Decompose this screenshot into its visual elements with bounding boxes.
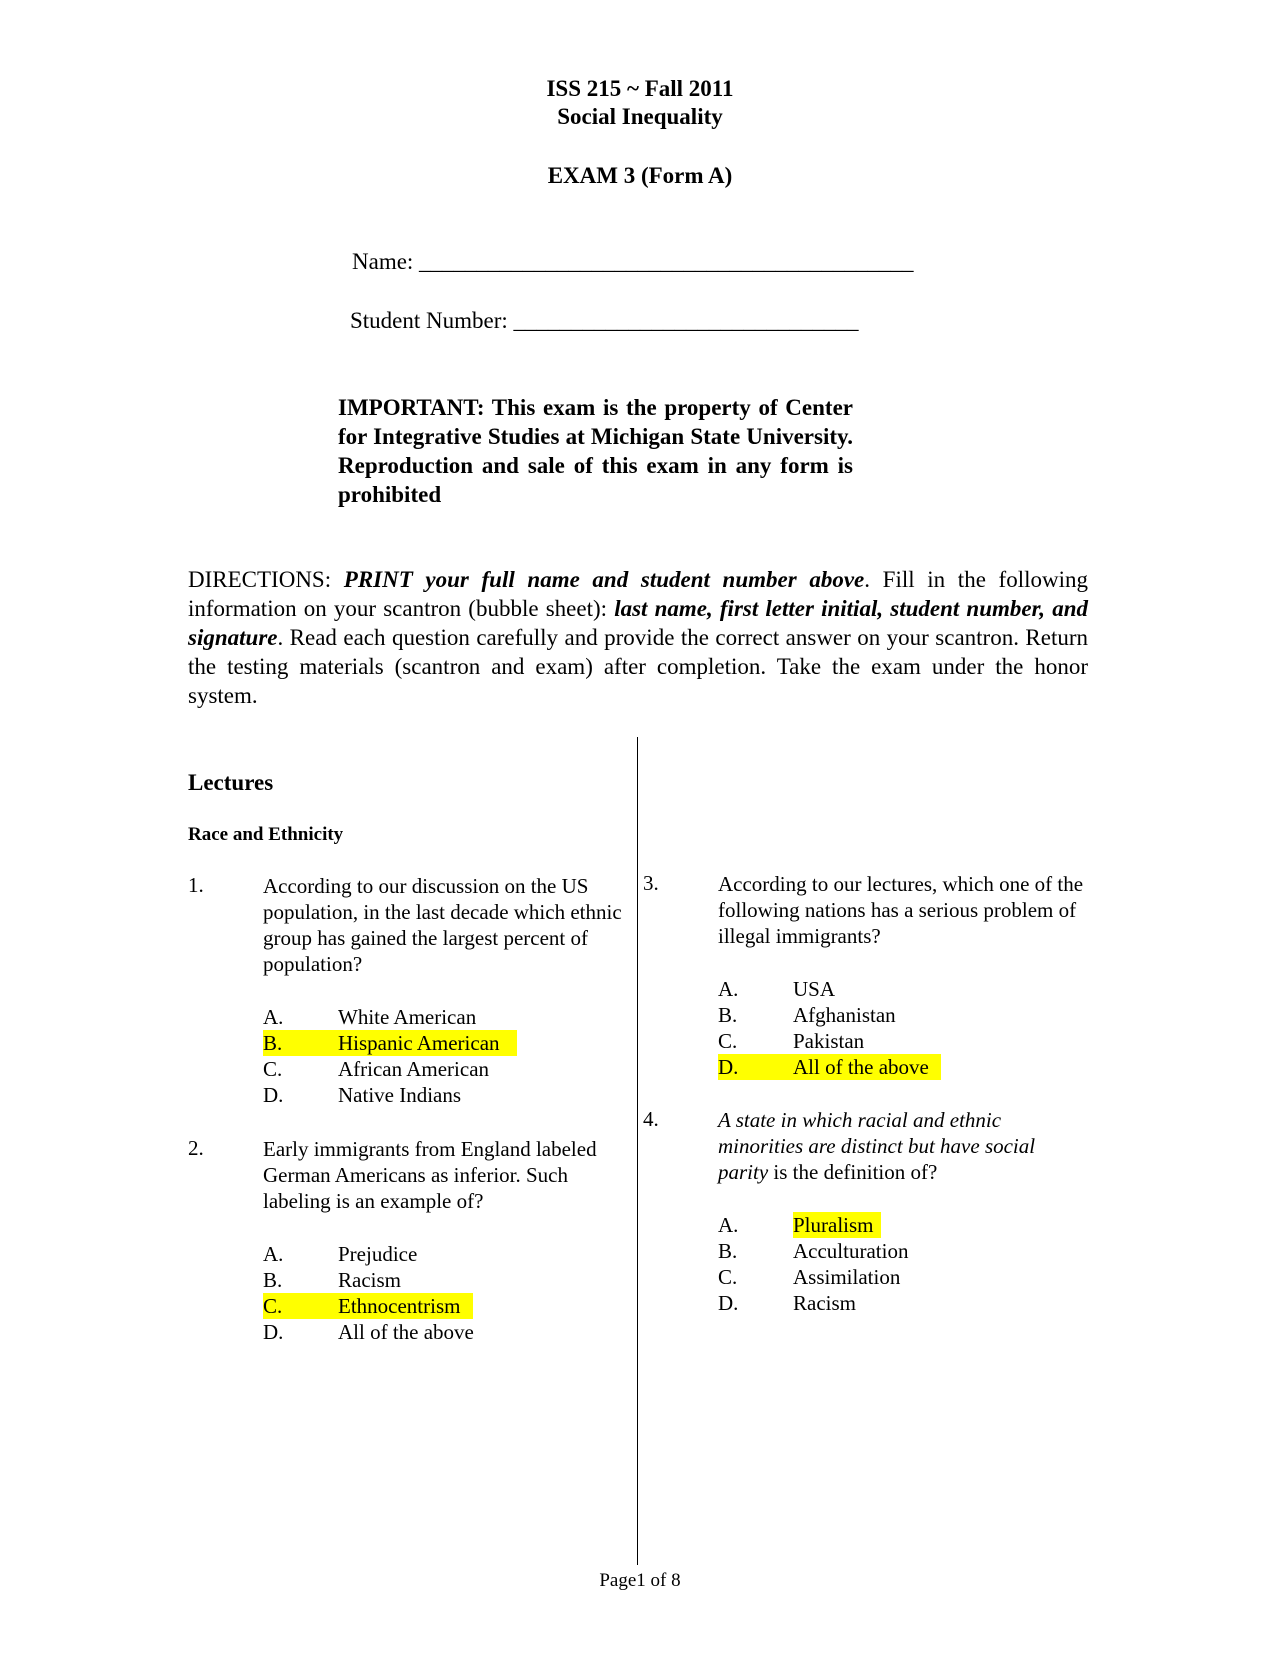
question-text: Early immigrants from England labeled German Americans as inferior. Such labeling is an example of? <box>263 1137 597 1213</box>
option-letter: D. <box>718 1291 739 1315</box>
option-text: All of the above <box>793 1055 929 1079</box>
option-letter: C. <box>718 1265 738 1289</box>
section-heading-lectures: Lectures <box>188 770 274 795</box>
question-number: 1. <box>188 873 204 897</box>
option-letter: B. <box>718 1239 738 1263</box>
question-number: 4. <box>643 1107 659 1131</box>
subsection-heading-race: Race and Ethnicity <box>188 824 344 845</box>
option-letter: C. <box>718 1029 738 1053</box>
directions-emphasis-2: last name, first letter initial, student number, and signature <box>188 596 1088 650</box>
directions-text-2: . Read each question carefully and provide the correct answer on your scantron. Return the testing materials (scantron and exam) after completion. Take the exam under the honor system. <box>188 625 1088 708</box>
option-letter: A. <box>718 1213 739 1237</box>
question-text: According to our discussion on the US population, in the last decade which ethnic group has gained the largest percent of population? <box>263 874 622 976</box>
option-letter: A. <box>263 1242 284 1266</box>
page-number: Page1 of 8 <box>599 1570 681 1591</box>
option-text: All of the above <box>338 1320 474 1344</box>
option-letter: C. <box>263 1294 283 1318</box>
option-text: Native Indians <box>338 1083 462 1107</box>
directions-label: DIRECTIONS: <box>188 567 344 592</box>
question-number: 3. <box>643 871 659 895</box>
directions <box>188 565 1088 710</box>
option-letter: A. <box>718 977 739 1001</box>
option-letter: D. <box>718 1055 739 1079</box>
option-text: Ethnocentrism <box>338 1294 461 1318</box>
option-letter: B. <box>263 1268 283 1292</box>
question-text-rest: is the definition of? <box>768 1160 938 1184</box>
name-field[interactable]: Name: ___________________________________________ <box>352 249 914 274</box>
option-letter: D. <box>263 1083 284 1107</box>
option-text: Assimilation <box>793 1265 901 1289</box>
column-divider <box>637 737 638 1565</box>
question-text: According to our lectures, which one of the following nations has a serious problem of illegal immigrants? <box>718 872 1084 948</box>
option-letter: A. <box>263 1005 284 1029</box>
option-letter: C. <box>263 1057 283 1081</box>
option-text: Pluralism <box>793 1213 874 1237</box>
student-number-field[interactable]: Student Number: ______________________________ <box>350 308 859 333</box>
exam-title: EXAM 3 (Form A) <box>547 163 733 188</box>
option-text: Afghanistan <box>793 1003 896 1027</box>
important-notice: IMPORTANT: This exam is the property of Center for Integrative Studies at Michigan State University. Reproduction and sale of this exam in any form is prohibited <box>338 395 853 507</box>
option-text: Hispanic American <box>338 1031 500 1055</box>
option-text: Acculturation <box>793 1239 909 1263</box>
option-letter: D. <box>263 1320 284 1344</box>
option-text: Racism <box>338 1268 401 1292</box>
option-text: Racism <box>793 1291 856 1315</box>
option-text: White American <box>338 1005 477 1029</box>
directions-emphasis-1: PRINT your full name and student number above <box>343 567 865 592</box>
option-text: USA <box>793 977 836 1001</box>
directions-text-1: . Fill in the following information on your scantron (bubble sheet): <box>188 567 1088 621</box>
question-number: 2. <box>188 1136 204 1160</box>
option-letter: B. <box>263 1031 283 1055</box>
option-letter: B. <box>718 1003 738 1027</box>
option-text: African American <box>338 1057 490 1081</box>
option-text: Prejudice <box>338 1242 418 1266</box>
question-text-italic: A state in which racial and ethnic minorities are distinct but have social parity <box>718 1108 1036 1184</box>
option-text: Pakistan <box>793 1029 865 1053</box>
course-subject: Social Inequality <box>557 104 723 129</box>
course-title: ISS 215 ~ Fall 2011 <box>546 76 734 101</box>
question-text <box>718 1107 1090 1185</box>
